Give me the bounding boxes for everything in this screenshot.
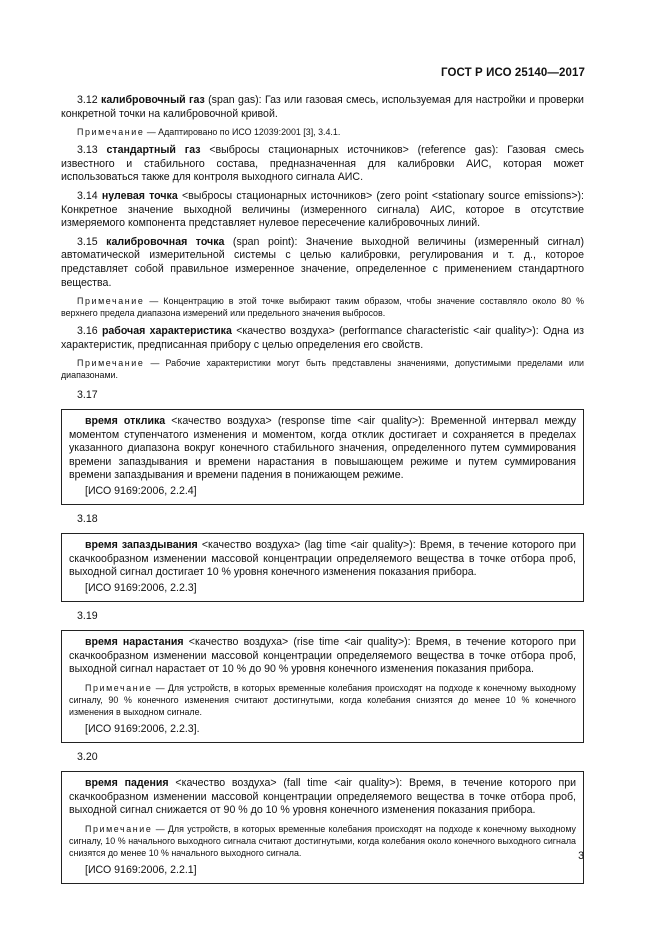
note-label: Примечание — [77, 296, 145, 307]
definition-3-15 — [61, 236, 584, 290]
page-number: 3 — [578, 850, 584, 862]
definition-box-3-17 — [61, 409, 584, 506]
term: калибровочная точка — [106, 235, 225, 248]
definition-text: (span gas): Газ или газовая смесь, используемая для настройки и проверки конкретной точки на калибровочной кривой. — [61, 94, 584, 120]
definition-text: <качество воздуха> (performance characteristic <air quality>): Одна из характеристик, предписанная прибору с целью определения его свойств. — [61, 325, 584, 351]
definition-box-3-18 — [61, 533, 584, 602]
definition-box-3-19 — [61, 630, 584, 743]
definition-text: <выбросы стационарных источников> (reference gas): Газовая смесь известного и стабильного состава, предназначенная для калибровки АИС, которая может использоваться также для контроля выходного сигнала АИС. — [61, 144, 584, 184]
term: нулевая точка — [101, 189, 178, 202]
note-text: — Адаптировано по ИСО 12039:2001 [3], 3.4.1. — [144, 127, 341, 138]
note-3-19 — [69, 682, 576, 718]
clause-number: 3.14 — [77, 189, 98, 202]
note-3-12 — [61, 126, 584, 138]
definition-3-12 — [61, 94, 584, 121]
note-label: Примечание — [85, 823, 153, 834]
definition-3-17 — [69, 415, 576, 483]
definition-text: <качество воздуха> (response time <air quality>): Временной интервал между моментом ступенчатого изменения и моментом, когда отклик достигает и сохраняется в пределах указанного диапазона вокруг конечного стабильного значения, определенного путем суммирования времени запаздывания и времени нарастания в повышающем режиме и путем суммирования времени запаздывания и времени падения в понижающем режиме. — [69, 414, 577, 482]
clause-number-3-19: 3.19 — [77, 610, 98, 623]
note-3-20 — [69, 823, 576, 859]
clause-number-3-17: 3.17 — [77, 389, 98, 402]
term: время падения — [85, 777, 169, 789]
clause-number: 3.12 — [77, 94, 98, 106]
term: рабочая характеристика — [101, 325, 232, 338]
document-header: ГОСТ Р ИСО 25140—2017 — [440, 67, 585, 79]
note-text: — Для устройств, в которых временные колебания происходят на подходе к конечному выходному сигналу, 10 % начального выходного сигнала считают достигнутыми, когда колебания около конечного выходного сигнала снизятся до менее 10 % начального выходного сигнала. — [69, 823, 576, 858]
note-label: Примечание — [85, 682, 153, 693]
clause-number: 3.15 — [77, 235, 98, 248]
clause-number-3-20: 3.20 — [77, 751, 98, 764]
clause-number-3-18: 3.18 — [77, 513, 98, 526]
definition-text: (span point): Значение выходной величины (измеренный сигнал) автоматической измерительной системы с целью калибровки, регулирования и т. д., которое представляет собой правильное измеренное значение, определенное с применением стандартного вещества. — [61, 235, 584, 289]
definition-3-14 — [61, 190, 584, 231]
definition-text: <качество воздуха> (rise time <air quality>): Время, в течение которого при скачкообразном изменении массовой концентрации определяемого вещества в точке отбора проб, выходной сигнал нарастает от 10 % до 90 % уровня конечного изменения показания прибора. — [69, 636, 577, 676]
source-reference: [ИСО 9169:2006, 2.2.4] — [85, 484, 197, 497]
source-reference: [ИСО 9169:2006, 2.2.3] — [85, 581, 197, 594]
note-text: — Рабочие характеристики могут быть представлены значениями, допустимыми пределами или диапазонами. — [61, 358, 584, 381]
definition-3-18 — [69, 539, 576, 580]
definition-box-3-20 — [61, 771, 584, 884]
term: стандартный газ — [106, 144, 201, 157]
definition-3-16 — [61, 325, 584, 352]
note-3-16 — [61, 357, 584, 381]
definition-text: <качество воздуха> (fall time <air quality>): Время, в течение которого при скачкообразном изменении массовой концентрации определяемого вещества в точке отбора проб, выходной сигнал снижается от 90 % до 10 % уровня конечного изменения показания прибора. — [69, 777, 577, 817]
term: время отклика — [85, 414, 166, 427]
definition-3-20 — [69, 777, 576, 818]
term: время запаздывания — [85, 539, 198, 552]
clause-number: 3.13 — [77, 144, 98, 157]
note-label: Примечание — [77, 358, 145, 369]
document-body — [61, 94, 584, 890]
note-3-15 — [61, 295, 584, 319]
definition-3-13 — [61, 144, 584, 185]
term: время нарастания — [85, 636, 184, 649]
source-reference: [ИСО 9169:2006, 2.2.3]. — [85, 722, 200, 735]
term: калибровочный газ — [101, 94, 205, 106]
note-label: Примечание — [77, 127, 145, 138]
definition-3-19 — [69, 636, 576, 677]
definition-text: <качество воздуха> (lag time <air quality>): Время, в течение которого при скачкообразном изменении массовой концентрации определяемого вещества в точке отбора проб, выходной сигнал достигает 10 % уровня конечного изменения показания прибора. — [69, 539, 576, 579]
source-reference: [ИСО 9169:2006, 2.2.1] — [85, 863, 197, 876]
note-text: — Концентрацию в этой точке выбирают таким образом, чтобы значение составляло около 80 % верхнего предела диапазона измерений или предельного значения выбросов. — [61, 296, 584, 319]
note-text: — Для устройств, в которых временные колебания происходят на подходе к конечному выходному сигналу, 90 % конечного изменения считают достигнутыми, когда колебания снизятся до менее 10 % конечного изменения в выходном сигнале. — [69, 682, 576, 717]
clause-number: 3.16 — [77, 325, 98, 338]
definition-text: <выбросы стационарных источников> (zero point <stationary source emissions>): Конкретное значение выходной величины (измеренного сигнала) АИС, которое в отсутствие измеряемого компонента представляет нулевое пересечение калибровочных линий. — [61, 189, 584, 230]
